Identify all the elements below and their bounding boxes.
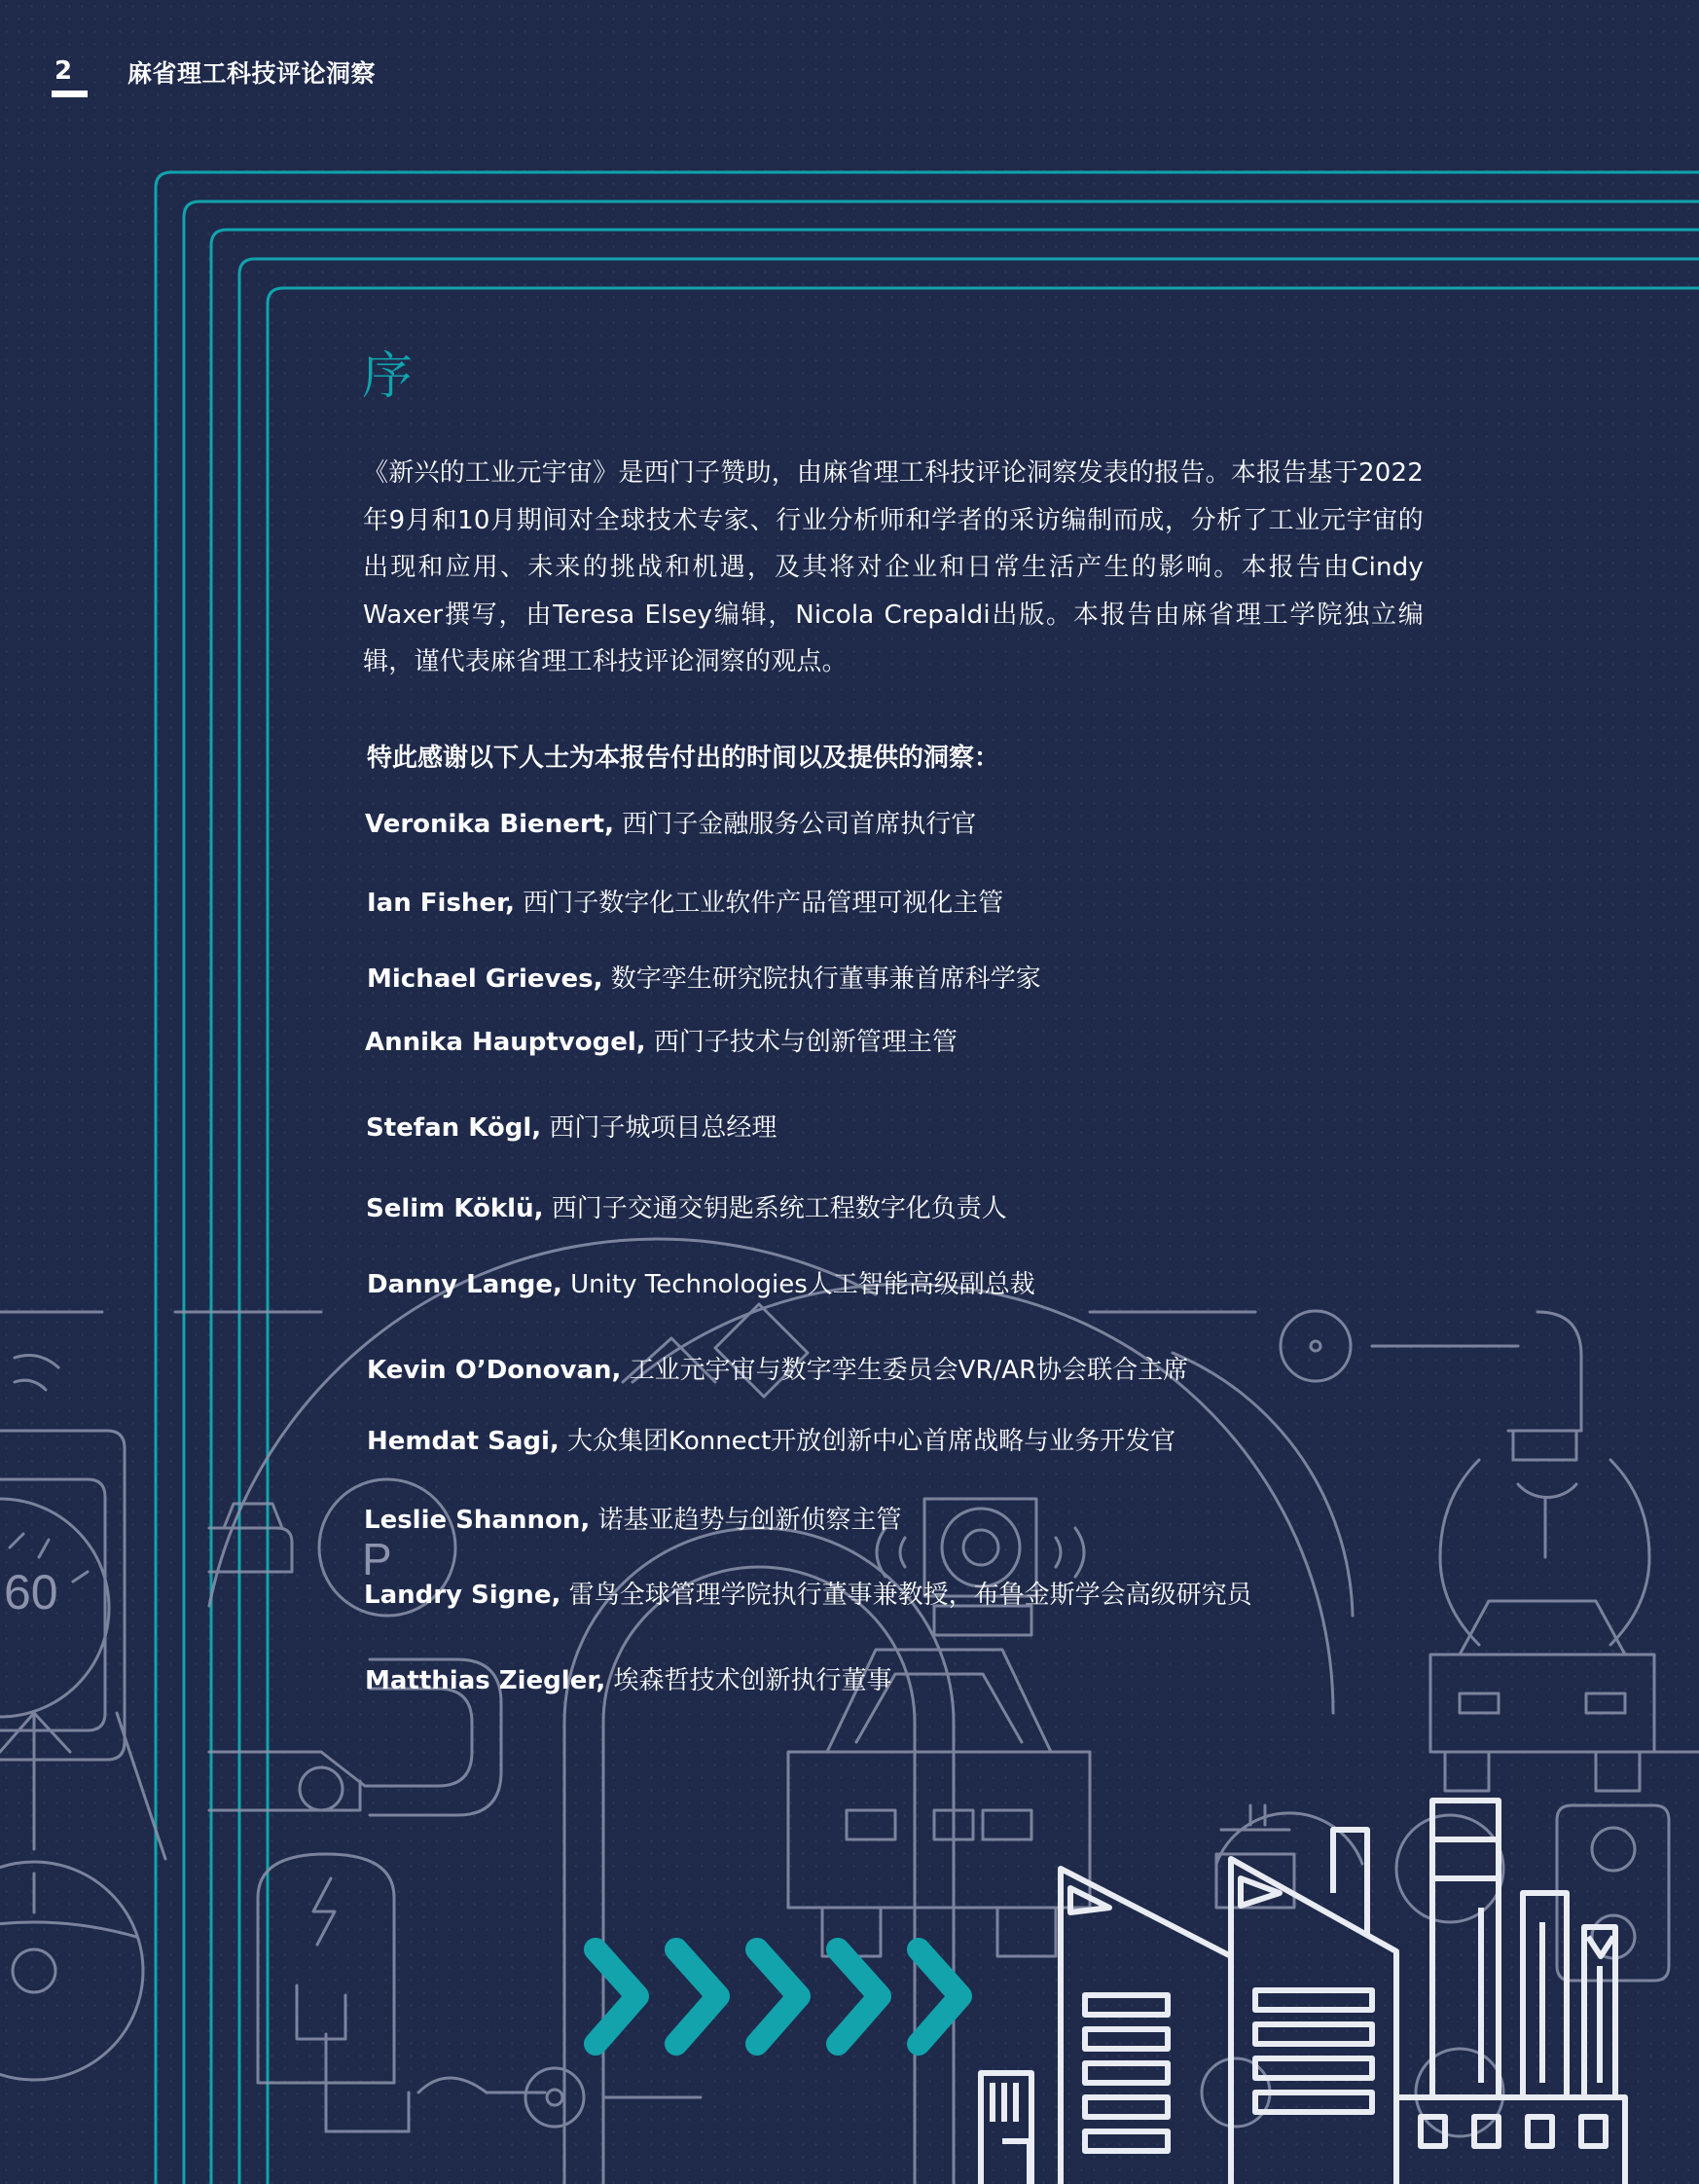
acknowledgement-item — [366, 1188, 1007, 1224]
acknowledgement-item — [367, 959, 1041, 995]
acknowledgement-item — [365, 804, 976, 840]
person-role: 西门子技术与创新管理主管 — [645, 1028, 958, 1057]
acknowledgement-item — [367, 1264, 1035, 1300]
person-role: 数字孪生研究院执行董事兼首席科学家 — [602, 965, 1041, 994]
person-name: Leslie Shannon, — [364, 1506, 591, 1535]
person-name: Veronika Bienert, — [365, 810, 614, 839]
person-name: Annika Hauptvogel, — [365, 1028, 646, 1057]
city-skyline-illustration — [981, 1801, 1625, 2184]
person-role: Unity Technologies人工智能高级副总裁 — [561, 1270, 1035, 1299]
speedometer-label: 60 — [4, 1565, 58, 1620]
person-role: 西门子数字化工业软件产品管理可视化主管 — [514, 889, 1004, 918]
acknowledgement-item — [367, 1350, 1188, 1386]
person-role: 诺基亚趋势与创新侦察主管 — [590, 1506, 902, 1535]
acknowledgement-item — [364, 1500, 902, 1536]
person-name: Selim Köklü, — [366, 1194, 544, 1223]
acknowledgement-item — [367, 1421, 1175, 1457]
section-title: 序 — [362, 347, 414, 406]
publication-title: 麻省理工科技评论洞察 — [127, 59, 377, 88]
page-number: 2 — [54, 56, 73, 86]
person-name: Landry Signe, — [364, 1581, 561, 1610]
acknowledgement-item — [365, 1022, 958, 1058]
intro-paragraph: 《新兴的工业元宇宙》是西门子赞助，由麻省理工科技评论洞察发表的报告。本报告基于2022年9月和10月期间对全球技术专家、行业分析师和学者的采访编制而成，分析了工业元宇宙的出现和应用、未来的挑战和机遇，及其将对企业和日常生活产生的影响。本报告由Cindy Waxer撰写，由Teresa Elsey编辑，Nicola Crepaldi出版。本报告由麻省理工学院独立编辑，谨代表麻省理工科技评论洞察的观点。 — [363, 458, 1424, 676]
acknowledgement-item — [367, 883, 1003, 919]
person-name: Matthias Ziegler, — [365, 1666, 606, 1695]
person-role: 大众集团Konnect开放创新中心首席战略与业务开发官 — [559, 1427, 1176, 1456]
person-role: 西门子交通交钥匙系统工程数字化负责人 — [543, 1194, 1007, 1223]
person-name: Michael Grieves, — [367, 965, 603, 994]
thanks-heading: 特此感谢以下人士为本报告付出的时间以及提供的洞察： — [367, 744, 1000, 773]
page-number-underline — [52, 91, 88, 97]
parking-label: P — [362, 1534, 392, 1584]
person-role: 西门子金融服务公司首席执行官 — [613, 810, 977, 839]
acknowledgement-item — [364, 1575, 1252, 1611]
person-role: 埃森哲技术创新执行董事 — [605, 1666, 892, 1695]
person-name: Ian Fisher, — [367, 889, 515, 918]
person-role: 西门子城项目总经理 — [541, 1113, 777, 1143]
person-name: Danny Lange, — [367, 1270, 562, 1299]
acknowledgement-item — [365, 1660, 891, 1696]
person-role: 工业元宇宙与数字孪生委员会VR/AR协会联合主席 — [621, 1356, 1189, 1385]
person-name: Stefan Kögl, — [366, 1113, 542, 1143]
person-name: Kevin O’Donovan, — [367, 1356, 622, 1385]
person-name: Hemdat Sagi, — [367, 1427, 560, 1456]
person-role: 雷鸟全球管理学院执行董事兼教授，布鲁金斯学会高级研究员 — [560, 1581, 1252, 1610]
chevron-arrows — [596, 1949, 960, 2044]
acknowledgement-item — [366, 1108, 777, 1144]
